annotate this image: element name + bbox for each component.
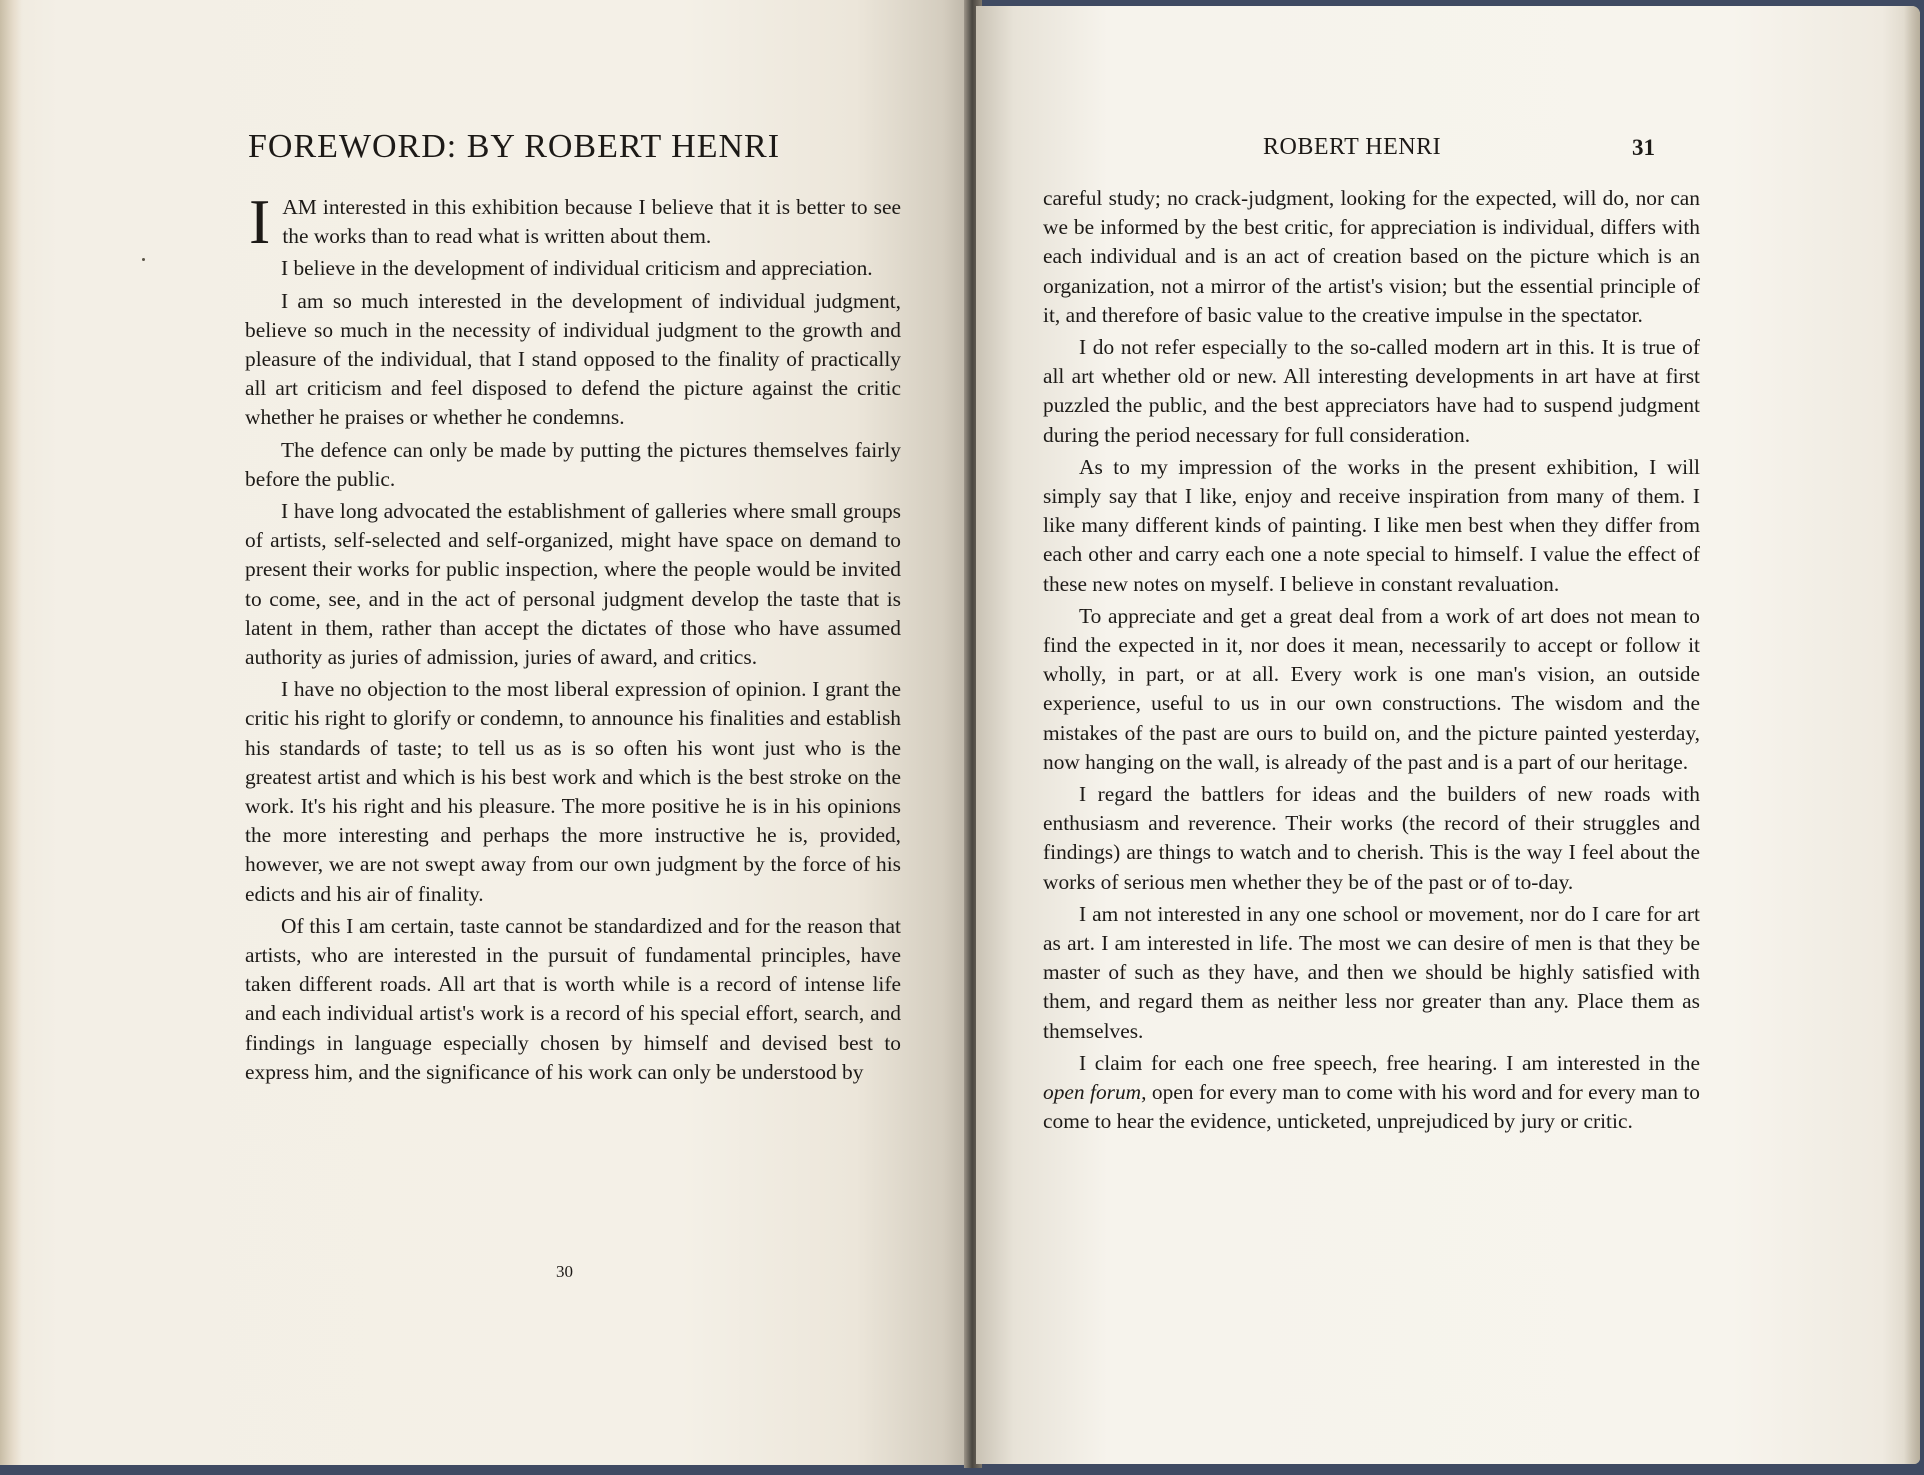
opening-paragraph-text: AM interested in this exhibition because I believe that it is better to see the works than to read what is written about them. xyxy=(282,195,901,249)
right-page-edge xyxy=(1904,6,1920,1464)
paragraph: I am not interested in any one school or movement, nor do I care for art as art. I am interested in life. The most we can desire of men is that they be master of such as they have, and then we should be highly satisfied with them, and regard them as neither less nor greater than any. Place them as themselves. xyxy=(1043,901,1700,1043)
closing-text-before: I claim for each one free speech, free hearing. I am interested in the xyxy=(1079,1050,1700,1075)
paragraph: Of this I am certain, taste cannot be standardized and for the reason that artists, who are interested in the pursuit of fundamental principles, have taken different roads. All art that is worth while is a record of intense life and each individual artist's work is a record of his special effort, search, and findings in language especially chosen by himself and devised best to express him, and the significance of his work can only be understood by xyxy=(245,913,901,1084)
foreword-heading: FOREWORD: BY ROBERT HENRI xyxy=(248,128,781,165)
opening-paragraph xyxy=(245,186,901,257)
drop-cap: I xyxy=(249,186,271,257)
left-page-number: 30 xyxy=(556,1262,573,1281)
paragraph: I have long advocated the establishment of galleries where small groups of artists, self-selected and self-organized, might have space on demand to present their works for public inspection, where the people would be invited to come, see, and in the act of personal judgment develop the taste that is latent in them, rather than accept the dictates of those who have assumed authority as juries of admission, juries of award, and critics. xyxy=(245,499,901,670)
paragraph: The defence can only be made by putting the pictures themselves fairly before the public. xyxy=(245,437,901,491)
right-page-number: 31 xyxy=(1632,135,1655,160)
paragraph: I regard the battlers for ideas and the builders of new roads with enthusiasm and reverence. Their works (the record of their struggles and findings) are things to watch and to cherish. This is the way I feel about the works of serious men whether they be of the past or of to-day. xyxy=(1043,782,1700,894)
paragraph: I believe in the development of individual criticism and appreciation. xyxy=(281,256,873,281)
left-page-edge xyxy=(0,0,22,1465)
paragraph: I am so much interested in the development of individual judgment, believe so much in the necessity of individual judgment to the growth and pleasure of the individual, that I stand opposed to the finality of practically all art criticism and feel disposed to defend the picture against the critic whether he praises or whether he condemns. xyxy=(245,288,901,430)
paragraph: I have no objection to the most liberal expression of opinion. I grant the critic his right to glorify or condemn, to announce his finalities and establish his standards of taste; to tell us as is so often his wont just who is the greatest artist and which is his best work and which is the best stroke on the work. It's his right and his pleasure. The more positive he is in his opinions the more interesting and perhaps the more instructive he is, provided, however, we are not swept away from our own judgment by the force of his edicts and his air of finality. xyxy=(245,677,901,906)
running-head: ROBERT HENRI xyxy=(1263,134,1442,160)
paragraph: I do not refer especially to the so-called modern art in this. It is true of all art whether old or new. All interesting developments in art have at first puzzled the public, and the best appreciators have had to suspend judgment during the period necessary for full consideration. xyxy=(1043,335,1700,447)
right-page-body xyxy=(1043,184,1700,1140)
paragraph: To appreciate and get a great deal from a work of art does not mean to find the expected in it, nor does it mean, necessarily to accept or follow it wholly, in part, or at all. Every work is one man's vision, an outside experience, useful to us in our own constructions. The wisdom and the mistakes of the past are ours to build on, and the picture painted yesterday, now hanging on the wall, is already of the past and is a part of our heritage. xyxy=(1043,603,1700,774)
paragraph: As to my impression of the works in the present exhibition, I will simply say that I like, enjoy and receive inspiration from many of them. I like many different kinds of painting. I like men best when they differ from each other and carry each one a note special to himself. I value the effect of these new notes on myself. I believe in constant revaluation. xyxy=(1043,454,1700,596)
paper-speck xyxy=(142,258,145,261)
open-forum-italic: open forum, xyxy=(1043,1080,1147,1105)
closing-text-after: open for every man to come with his word and for every man to come to hear the evidence, unticketed, unprejudiced by jury or critic. xyxy=(1043,1080,1700,1134)
continued-paragraph: careful study; no crack-judgment, looking for the expected, will do, nor can we be informed by the best critic, for appreciation is individual, differs with each individual and is an act of creation based on the picture which is an organization, not a mirror of the artist's vision; but the essential principle of it, and therefore of basic value to the creative impulse in the spectator. xyxy=(1043,186,1700,327)
closing-paragraph xyxy=(1043,1049,1700,1137)
left-page-body xyxy=(245,186,901,1090)
